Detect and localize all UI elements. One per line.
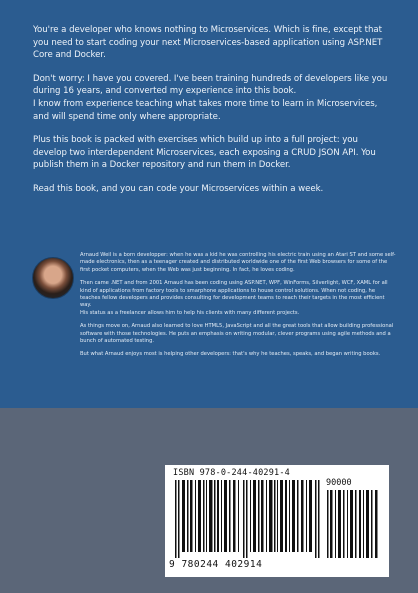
bio-paragraph-4: But what Arnaud enjoys most is helping other developers: that's why he teaches, speaks, and began writing books. <box>80 351 381 358</box>
addon-barcode-bars <box>326 490 381 558</box>
bio-paragraph-3: As things move on, Arnaud also learned to love HTML5, JavaScript and all the great tools that allow building professional software with those technologies. He puts an emphasis on writing modular, clever programs using agile methods and a bunch of automated testing. <box>80 323 394 345</box>
bio-paragraph-1: Arnaud Weil is a born developper: when he was a kid he was controlling his electric train using an Atari ST and some self-made electronics, then as a teenager created and distributed worldwide one of the first Web browsers for some of the first pocket computers, when the Web was just beginning. In fact, he loves coding. <box>80 252 396 273</box>
blurb-paragraph-4: Read this book, and you can code your Microservices within a week. <box>33 183 324 194</box>
barcode-digits: 9 780244 402914 <box>169 559 263 570</box>
barcode-bars <box>173 480 323 558</box>
book-blurb <box>33 24 391 207</box>
addon-price-code: 90000 <box>326 478 352 488</box>
blurb-paragraph-2a: Don't worry: I have you covered. I've been training hundreds of developers like you during 16 years, and converted my experience into this book. <box>33 73 388 97</box>
blurb-paragraph-2b: I know from experience teaching what takes more time to learn in Microservices, and will spend time only where appropriate. <box>33 98 378 122</box>
author-section <box>26 250 396 400</box>
blurb-paragraph-3: Plus this book is packed with exercises which build up into a full project: you develop two interdependent Microservices, each exposing a CRUD JSON API. You publish them in a Docker repository and run them in Docker. <box>33 135 376 171</box>
bio-paragraph-2: Then came .NET and from 2001 Arnaud has been coding using ASP.NET, WPF, WinForms, Silverlight, WCF, XAML for all kind of applications from factory tools to smarphone applications to house control solutions. When not coding, he teaches fellow developers and provides consulting for development teams to reach their targets in the most efficient way. <box>80 280 388 309</box>
blurb-paragraph-1: You're a developer who knows nothing to Microservices. Which is fine, except that you need to start coding your next Microservices-based application using ASP.NET Core and Docker. <box>33 25 383 61</box>
isbn-text: ISBN 978-0-244-40291-4 <box>173 468 290 478</box>
author-photo <box>32 257 74 299</box>
bio-paragraph-2b: His status as a freelancer allows him to help his clients with many different projects. <box>80 309 300 316</box>
author-bio <box>80 252 396 365</box>
isbn-barcode <box>165 465 389 577</box>
